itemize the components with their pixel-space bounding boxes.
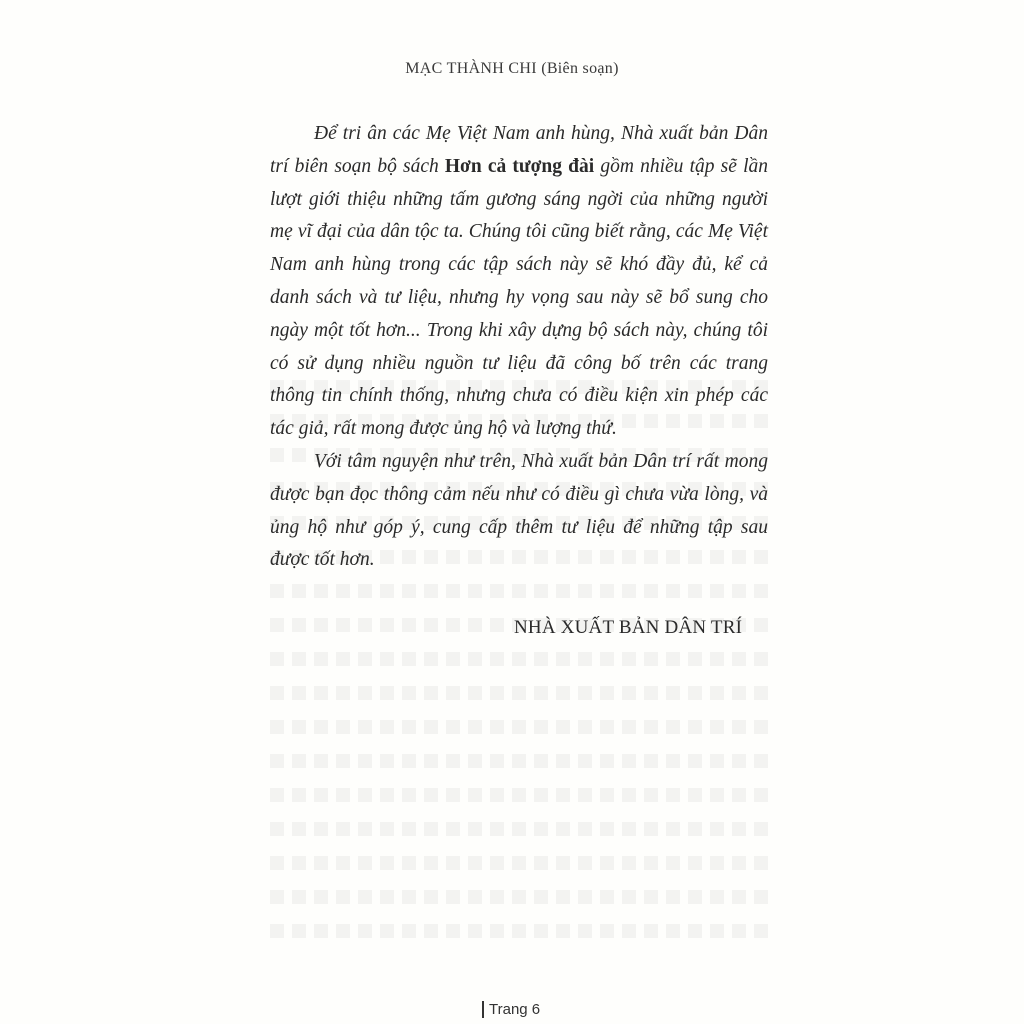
paragraph-1 [270,118,768,446]
running-header: MẠC THÀNH CHI (Biên soạn) [405,60,619,77]
paragraph-1-intro: Để tri ân các Mẹ Việt Nam anh hùng, Nhà xuất bản Dân trí biên soạn bộ sách [270,123,768,177]
body-text [270,118,768,577]
book-title: Hơn cả tượng đài [444,155,595,177]
paragraph-1-rest: gồm nhiều tập sẽ lần lượt giới thiệu những tấm gương sáng ngời của những người mẹ vĩ đại của dân tộc ta. Chúng tôi cũng biết rằng, các Mẹ Việt Nam anh hùng trong các tập sách này sẽ khó đầy đủ, kể cả danh sách và tư liệu, nhưng hy vọng sau này sẽ bổ sung cho ngày một tốt hơn... Trong khi xây dựng bộ sách này, chúng tôi có sử dụng nhiều nguồn tư liệu đã công bố trên các trang thông tin chính thống, nhưng chưa có điều kiện xin phép các tác giả, rất mong được ủng hộ và lượng thứ. [270,155,768,440]
page-footer [482,1001,540,1018]
paragraph-2: Với tâm nguyện như trên, Nhà xuất bản Dân trí rất mong được bạn đọc thông cảm nếu như có điều gì chưa vừa lòng, và ủng hộ như góp ý, cung cấp thêm tư liệu để những tập sau được tốt hơn. [270,450,768,571]
publisher-signature: NHÀ XUẤT BẢN DÂN TRÍ [514,617,743,638]
footer-divider [482,1001,484,1018]
page-number: Trang 6 [489,1001,541,1018]
